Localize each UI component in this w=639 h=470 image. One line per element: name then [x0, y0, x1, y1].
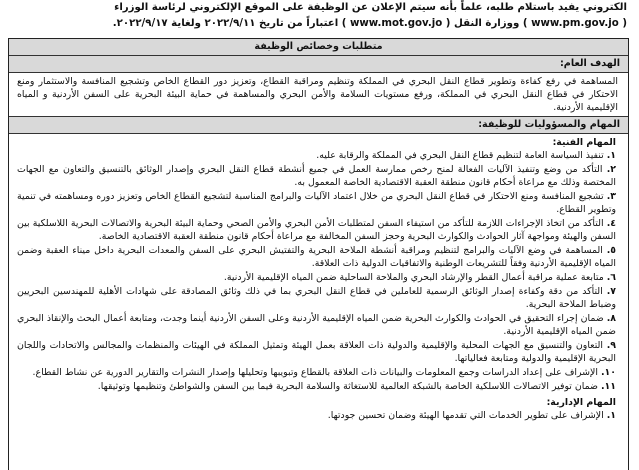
technical-tasks-list — [9, 149, 628, 393]
task-text: تشجيع المنافسة ومنع الاحتكار في قطاع النقل البحري من خلال اعتماد الآليات والبرامج المناسبة لتشجيع القطاع الخاص وتعزيز دوره ومساهمته في تنمية وتطوير القطاع. — [17, 191, 616, 215]
admin-tasks-heading: المهام الإدارية: — [546, 397, 616, 408]
admin-tasks-list — [9, 409, 628, 422]
task-number: ١. — [606, 150, 616, 161]
task-item — [17, 217, 616, 243]
task-item — [17, 271, 616, 284]
task-number: ٣. — [606, 191, 617, 202]
task-text: التعاون والتنسيق مع الجهات المحلية والإقليمية والدولية ذات العلاقة بعمل الهيئة وتمثيل المملكة في الهيئات والمنظمات والمجالس والاتحادات واللجان البحرية الإقليمية والدولية ومتابعة فعالياتها. — [17, 340, 616, 364]
task-text: المساهمة في وضع الآليات والبرامج لتنظيم ومراقبة أنشطة الملاحة البحرية والتفتيش البحري على السفن والمعدات البحرية داخل ميناء العقبة وضمن المياه الإقليمية الأردنية وفقاً للتشريعات الوطنية والاتفاقيات الدولية ذات العلاقة. — [17, 245, 616, 269]
task-number: ٧. — [606, 286, 616, 297]
task-text: تنفيذ السياسة العامة لتنظيم قطاع النقل البحري في المملكة والرقابة عليه. — [316, 150, 604, 161]
task-item — [17, 149, 616, 162]
task-item — [17, 339, 616, 365]
intro-line: الكتروني يفيد باستلام طلبه، علماً بأنه سيتم الإعلان عن الوظيفة على الموقع الإلكتروني لرئاسة الوزراء — [114, 2, 627, 13]
task-number: ١. — [606, 410, 616, 421]
task-number: ٥. — [606, 245, 616, 256]
task-text: متابعة عملية مراقبة أعمال القطر والإرشاد البحري والملاحة الساحلية ضمن المياه الإقليمية الأردنية. — [223, 272, 604, 283]
task-number: ٨. — [606, 313, 616, 324]
duties-heading: المهام والمسؤوليات للوظيفة: — [9, 116, 628, 134]
task-text: التأكد من وضع وتنفيذ الآليات الفعالة لمنح رخص ممارسة العمل في جميع أنشطة قطاع النقل البحري وإصدار الوثائق بالتنسيق والتعاون مع الجهات المختصة وذلك مع مراعاة أحكام قانون منطقة العقبة الاقتصادية الخاصة المعمول به. — [17, 164, 616, 188]
task-number: ١٠. — [600, 367, 616, 378]
task-item — [17, 190, 616, 216]
intro-line: ( www.pm.gov.jo ) ووزارة النقل ( www.mot.gov.jo ) اعتباراً من تاريخ ٢٠٢٢/٩/١١ ولغاية ٢٠٢٢/٩/١٧. — [112, 18, 627, 29]
technical-tasks-heading: المهام الفنية: — [552, 137, 616, 148]
general-goal-heading: الهدف العام: — [9, 56, 628, 73]
task-number: ٤. — [606, 218, 616, 229]
job-requirements-table — [8, 38, 629, 470]
task-item — [17, 285, 616, 311]
task-text: التأكد من اتخاذ الإجراءات اللازمة للتأكد من استيفاء السفن لمتطلبات الأمن البحري والأمن الصحي وحماية البيئة البحرية والاتصالات البحرية اللاسلكية بين السفن والهيئة ومواجهة آثار الحوادث والكوارث البحرية وحجز السفن المخالفة مع مراعاة أحكام قانون منطقة العقبة الاقتصادية الخاصة. — [17, 218, 616, 242]
general-goal-text: المساهمة في رفع كفاءة وتطوير قطاع النقل البحري في المملكة وتنظيم ومراقبة القطاع، وتعزيز دور القطاع الخاص وتشجيع المنافسة والاستثمار ومنع الاحتكار في قطاع النقل البحري في المملكة، ورفع مستويات السلامة والأمن البحري والمساهمة في حماية البيئة البحرية على السفن الأردنية و المياه الإقليمية الأردنية. — [17, 76, 618, 113]
task-item — [17, 366, 616, 379]
task-text: ضمان توفير الاتصالات اللاسلكية الخاصة بالشبكة العالمية للاستغاثة والسلامة البحرية فيما بين السفن والشواطئ وتنظيمها وتوثيقها. — [97, 381, 598, 392]
task-item — [17, 163, 616, 189]
intro-paragraph — [0, 0, 639, 38]
section-title: متطلبات وخصائص الوظيفة — [9, 39, 628, 56]
task-item — [17, 380, 616, 393]
task-text: الإشراف على إعداد الدراسات وجمع المعلومات والبيانات ذات العلاقة بالقطاع وتبويبها وتحليلها وإصدار النشرات والتقارير الدورية عن نشاط القطاع. — [32, 367, 598, 378]
task-item — [17, 409, 616, 422]
task-number: ١١. — [600, 381, 616, 392]
task-number: ٦. — [606, 272, 616, 283]
task-text: التأكد من دقة وكفاءة إصدار الوثائق الرسمية للعاملين في قطاع النقل البحري بما في ذلك وثائق المصادقة على شهادات الأهلية للمهندسين البحريين وضباط الملاحة البحرية. — [17, 286, 616, 310]
task-number: ٩. — [606, 340, 617, 351]
task-item — [17, 244, 616, 270]
task-item — [17, 312, 616, 338]
task-text: ضمان إجراء التحقيق في الحوادث والكوارث البحرية ضمن المياه الإقليمية الأردنية وعلى السفن الأردنية أينما وجدت، ومتابعة أعمال البحث والإنقاذ البحري ضمن المياه الإقليمية الأردنية. — [17, 313, 616, 337]
task-text: الإشراف على تطوير الخدمات التي تقدمها الهيئة وضمان تحسين جودتها. — [327, 410, 604, 421]
task-number: ٢. — [606, 164, 616, 175]
